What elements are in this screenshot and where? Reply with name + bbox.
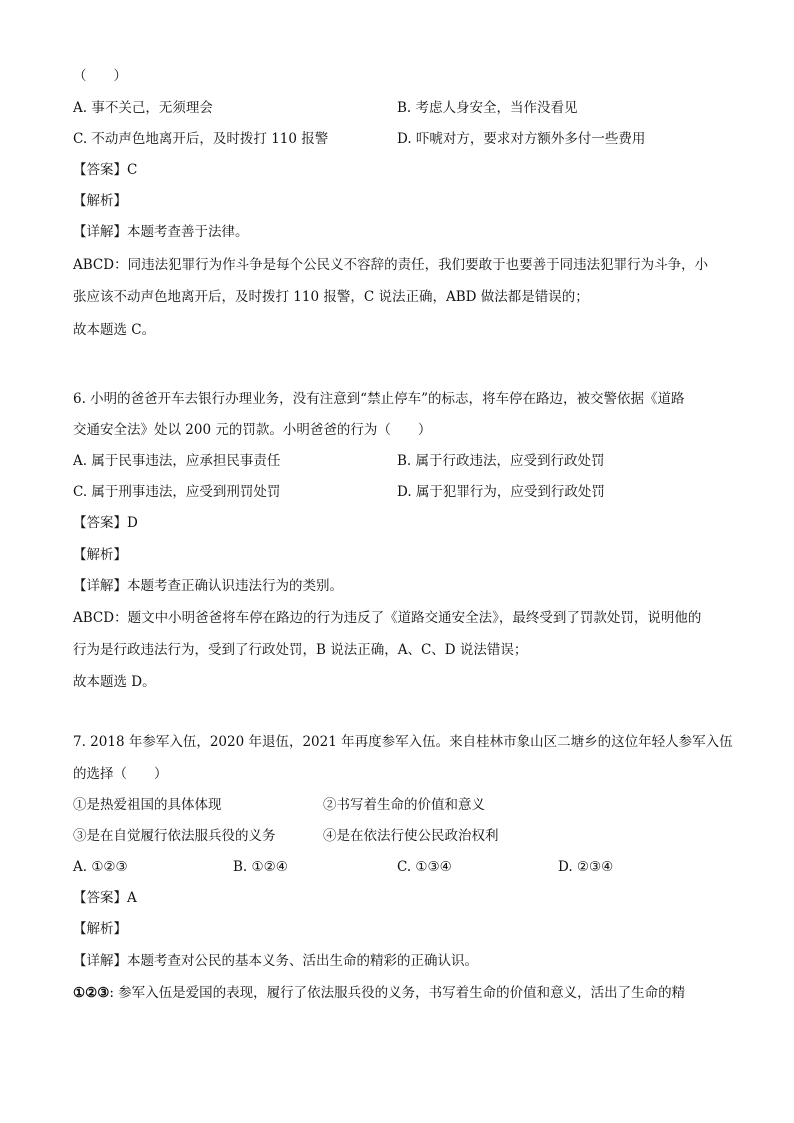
q5-stem-tail: （ ） — [73, 68, 127, 84]
q6-option-a[interactable]: A. 属于民事违法，应承担民事责任 — [73, 453, 281, 469]
q5-option-d[interactable]: D. 吓唬对方，要求对方额外多付一些费用 — [397, 131, 646, 147]
q5-detail: 【详解】本题考查善于法律。 — [73, 224, 249, 240]
q7-option-a[interactable]: A. ①②③ — [73, 859, 128, 875]
q7-explanation-line-1 — [73, 983, 685, 1003]
q7-explanation-choices: ①②③ — [73, 985, 110, 1001]
q7-item-3: ③是在自觉履行依法服兵役的义务 — [73, 828, 276, 844]
q6-detail: 【详解】本题考查正确认识违法行为的类别。 — [73, 578, 343, 594]
q7-stem-line-1: 7. 2018 年参军入伍，2020 年退伍，2021 年再度参军入伍。来自桂林市象山区二塘乡的这位年轻人参军入伍 — [73, 734, 733, 750]
q5-explanation-line-1: ABCD：同违法犯罪行为作斗争是每个公民义不容辞的责任，我们要敢于也要善于同违法犯罪行为斗争，小 — [73, 257, 709, 273]
q6-explanation-line-1: ABCD：题文中小明爸爸将车停在路边的行为违反了《道路交通安全法》，最终受到了罚款处罚，说明他的 — [73, 610, 702, 626]
q5-option-c[interactable]: C. 不动声色地离开后，及时拨打 110 报警 — [73, 131, 329, 147]
q7-option-c[interactable]: C. ①③④ — [397, 859, 452, 875]
q7-item-1: ①是热爱祖国的具体体现 — [73, 797, 222, 813]
q5-option-b[interactable]: B. 考虑人身安全，当作没看见 — [397, 100, 578, 116]
q6-answer: 【答案】D — [73, 515, 138, 531]
q7-analysis-label: 【解析】 — [73, 921, 127, 937]
q6-option-d[interactable]: D. 属于犯罪行为，应受到行政处罚 — [397, 484, 605, 500]
q6-stem-line-1: 6. 小明的爸爸开车去银行办理业务，没有注意到“禁止停车”的标志，将车停在路边，被交警依据《道路 — [73, 391, 685, 407]
q5-conclusion: 故本题选 C。 — [73, 322, 156, 338]
q7-option-b[interactable]: B. ①②④ — [233, 859, 288, 875]
q6-option-b[interactable]: B. 属于行政违法，应受到行政处罚 — [397, 453, 605, 469]
q7-stem-line-2: 的选择（ ） — [73, 766, 168, 782]
q7-detail: 【详解】本题考查对公民的基本义务、活出生命的精彩的正确认识。 — [73, 953, 478, 969]
q5-answer: 【答案】C — [73, 162, 138, 178]
q6-option-c[interactable]: C. 属于刑事违法，应受到刑罚处罚 — [73, 484, 281, 500]
q6-analysis-label: 【解析】 — [73, 547, 127, 563]
q6-stem-line-2: 交通安全法》处以 200 元的罚款。小明爸爸的行为（ ） — [73, 422, 432, 438]
q7-item-2: ②书写着生命的价值和意义 — [323, 797, 485, 813]
q5-option-a[interactable]: A. 事不关己，无须理会 — [73, 100, 213, 116]
q7-answer: 【答案】A — [73, 890, 137, 906]
q6-conclusion: 故本题选 D。 — [73, 674, 156, 690]
q6-explanation-line-2: 行为是行政违法行为，受到了行政处罚，B 说法正确，A、C、D 说法错误； — [73, 642, 528, 658]
q5-analysis-label: 【解析】 — [73, 193, 127, 209]
q7-explanation-text: : 参军入伍是爱国的表现，履行了依法服兵役的义务，书写着生命的价值和意义，活出了生命的精 — [109, 985, 686, 1001]
q7-option-d[interactable]: D. ②③④ — [558, 859, 614, 875]
q7-item-4: ④是在依法行使公民政治权利 — [323, 828, 499, 844]
q5-explanation-line-2: 张应该不动声色地离开后，及时拨打 110 报警，C 说法正确，ABD 做法都是错误的； — [73, 289, 589, 305]
